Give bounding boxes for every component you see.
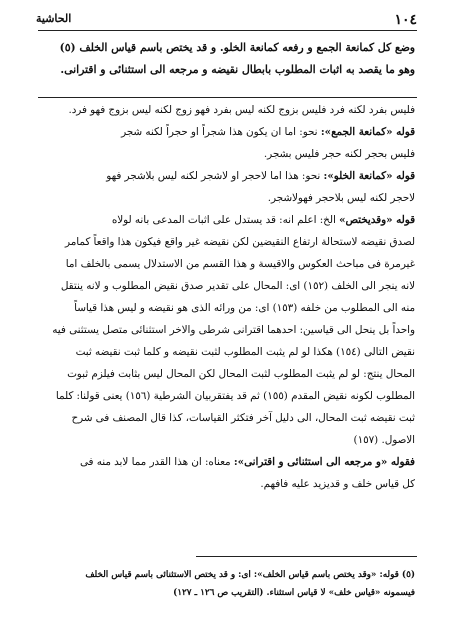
commentary-text: نقيض التالى (١٥٤) هكذا لو لم يثبت المطلوب لثبت نقيضه و كلما ثبت نقيضه ثبت	[75, 346, 415, 358]
commentary-text: معناه: ان هذا القدر مما لابد منه فى	[79, 456, 231, 468]
commentary-text: واحداً بل ينحل الى قياسين: احدهما اقترانى شرطى والاخر استثنائى متصل يستثنى فيه	[52, 324, 415, 336]
commentary-text: نحو: هذا اما لاحجر او لاشجر لكنه ليس بلاشجر فهو	[106, 170, 321, 182]
commentary-line	[36, 210, 415, 230]
commentary-line	[36, 320, 415, 340]
commentary-line	[354, 430, 415, 450]
commentary-text: فليس بفرد لكنه فرد فليس بزوج لكنه ليس بفرد فهو زوج لكنه ليس بزوج فهو فرد.	[68, 104, 415, 116]
commentary-text: غيرمرة فى مباحث العكوس والاقيسة و هذا القسم من الاستدلال يسمى بالخلف اما	[65, 258, 415, 270]
commentary-body	[36, 100, 415, 540]
lemma-heading: قوله «كمانعة الخلو»:	[323, 170, 415, 182]
section-divider	[38, 97, 417, 98]
commentary-line	[36, 100, 415, 120]
commentary-text: الخ: اعلم انه: قد يستدل على اثبات المدعى بانه لولاه	[111, 214, 336, 226]
main-text-line: وهو ما يقصد به اثبات المطلوب بابطال نقيضه و مرجعه الى استثنائى و اقترانى.	[60, 63, 415, 76]
commentary-line	[36, 188, 415, 208]
page-header	[36, 10, 417, 30]
commentary-text: نحو: اما ان يكون هذا شجراً او حجراً لكنه شجر	[121, 126, 318, 138]
commentary-text: لانه ينجر الى الخلف (١٥٢) اى: المحال على تقدير صدق نقيض المطلوب و لانه ينتقل	[60, 280, 415, 292]
commentary-text: المطلوب لكونه نقيض المقدم (١٥٥) ثم قد يفتقربيان الشرطية (١٥٦) يعنى قولنا: كلما	[55, 390, 415, 402]
commentary-line	[36, 276, 415, 296]
commentary-line	[36, 386, 415, 406]
commentary-text: الاصول. (١٥٧)	[353, 434, 415, 446]
commentary-text: لاحجر لكنه ليس بلاحجر فهولاشجر.	[267, 192, 415, 204]
footnote-line: فيسمونه «قياس خلف» لا قياس استثناء. (التقريب ص ١٢٦ ـ ١٢٧)	[173, 588, 415, 598]
commentary-line	[36, 408, 415, 428]
commentary-line	[36, 122, 415, 142]
commentary-text: فليس بحجر لكنه حجر فليس بشجر.	[263, 148, 415, 160]
commentary-text: كل قياس خلف و قديزيد عليه فافهم.	[260, 478, 415, 490]
commentary-line	[36, 254, 415, 274]
commentary-line	[36, 232, 415, 252]
running-title: الحاشية	[36, 12, 72, 25]
lemma-heading: قوله «كمانعة الجمع»:	[320, 126, 415, 138]
main-text	[36, 38, 415, 82]
main-text-line: وضع كل كمانعة الجمع و رفعه كمانعة الخلو. و قد يختص باسم قياس الخلف (٥)	[59, 41, 415, 54]
commentary-line	[36, 452, 415, 472]
commentary-line	[36, 298, 415, 318]
page-number: ١٠٤	[394, 12, 417, 28]
header-rule	[38, 30, 417, 31]
commentary-line	[36, 474, 415, 494]
commentary-text: لصدق نقيضه لاستحالة ارتفاع النقيضين لكن نقيضه غير واقع فيكون هذا واقعاً كمامر	[65, 236, 415, 248]
commentary-line	[36, 364, 415, 384]
commentary-line	[36, 342, 415, 362]
lemma-heading: فقوله «و مرجعه الى استثنائى و اقترانى»:	[233, 456, 415, 468]
footnote-rule	[196, 556, 417, 557]
lemma-heading: قوله «وقديختص»	[339, 214, 415, 226]
commentary-text: منه الى المطلوب من خلفه (١٥٣) اى: من ورائه الذى هو نقيضه و ليس هذا قياساً	[74, 302, 415, 314]
footnote-line: (٥) قوله: «وقد يختص باسم قياس الخلف»: اى: و قد يختص الاستثنائى باسم قياس الخلف	[85, 570, 415, 580]
commentary-text: ثبت نقيضه ثبت المحال، الى دليل آخر فتكثر القياسات، كذا قال المصنف فى شرح	[71, 412, 415, 424]
footnotes	[36, 568, 415, 608]
commentary-line	[36, 144, 415, 164]
commentary-line	[36, 166, 415, 186]
commentary-text: المحال ينتج: لو لم يثبت المطلوب لثبت المحال لكن المحال ليس بثابت فيلزم ثبوت	[67, 368, 415, 380]
